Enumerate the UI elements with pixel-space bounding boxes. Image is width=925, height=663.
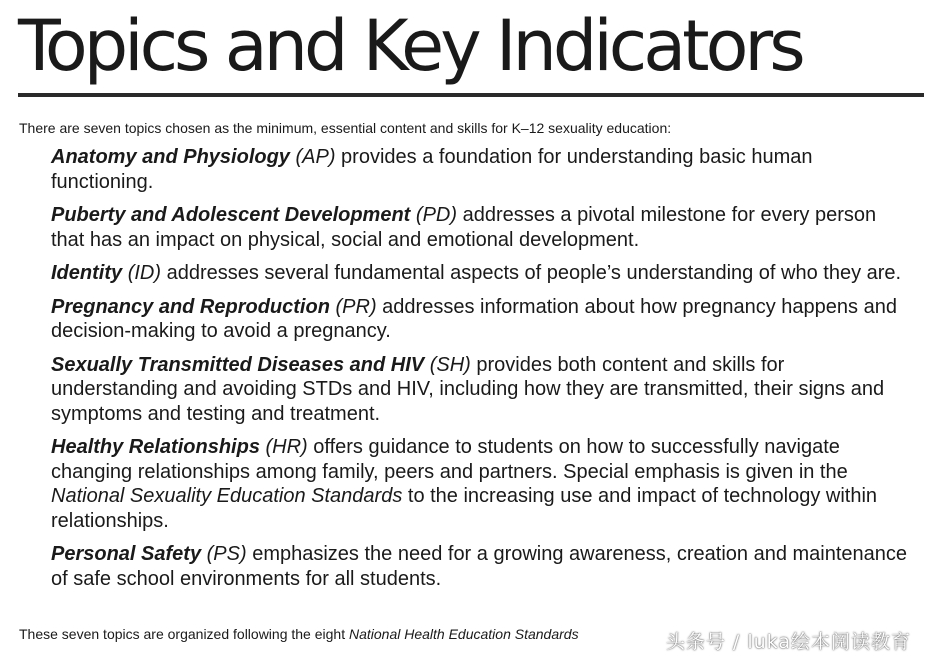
topic-std-hiv: [51, 353, 911, 427]
topic-name: Personal Safety: [51, 543, 202, 565]
topic-name: Identity: [51, 262, 123, 284]
topic-abbr: (PS): [206, 543, 247, 565]
topic-abbr: (HR): [265, 436, 308, 458]
health-standards-title: National Health Education Standards: [348, 626, 579, 642]
topic-description: addresses information about how pregnancy happens and decision-making to avoid a pregnancy.: [51, 295, 897, 342]
topic-description-continued: to the increasing use and impact of technology within relationships.: [51, 485, 878, 532]
outro-lead: These seven topics are organized following the eight: [19, 626, 349, 642]
topic-abbr: (PD): [415, 204, 458, 226]
intro-text: There are seven topics chosen as the minimum, essential content and skills for K–12 sexuality education:: [19, 120, 672, 136]
topic-abbr: (SH): [429, 353, 471, 376]
topic-anatomy-physiology: [51, 145, 911, 194]
topic-name: Anatomy and Physiology: [51, 146, 290, 168]
topic-description: offers guidance to students on how to successfully navigate changing relationships among family, peers and partners. Special emphasis is given in the: [51, 436, 848, 483]
topic-description: addresses a pivotal milestone for every person that has an impact on physical, social and emotional development.: [51, 204, 877, 251]
outro-text: [19, 625, 579, 643]
title-divider: [18, 93, 924, 97]
topic-pregnancy-reproduction: [51, 295, 911, 344]
topic-identity: [51, 261, 911, 286]
topic-description: provides a foundation for understanding basic human functioning.: [51, 146, 813, 193]
topic-healthy-relationships: [51, 435, 911, 533]
topic-name: Puberty and Adolescent Development: [51, 204, 411, 226]
topics-list: [51, 145, 911, 600]
topic-abbr: (ID): [127, 262, 162, 284]
page-title: Topics and Key Indicators: [18, 5, 802, 87]
source-watermark: 头条号 / luka绘本阅读教育: [665, 631, 911, 653]
standards-title: National Sexuality Education Standards: [51, 485, 403, 507]
topic-description: addresses several fundamental aspects of people’s understanding of who they are.: [161, 262, 902, 284]
topic-abbr: (AP): [295, 146, 336, 168]
topic-name: Pregnancy and Reproduction: [51, 295, 330, 318]
topic-personal-safety: [51, 542, 911, 591]
topic-description: provides both content and skills for understanding and avoiding STDs and HIV, including how they are transmitted, their signs and symptoms and testing and treatment.: [51, 353, 885, 425]
topic-name: Sexually Transmitted Diseases and HIV: [51, 353, 425, 376]
topic-abbr: (PR): [335, 295, 377, 318]
topic-puberty-development: [51, 203, 911, 252]
topic-name: Healthy Relationships: [51, 436, 260, 458]
topic-description: emphasizes the need for a growing awareness, creation and maintenance of safe school environments for all students.: [51, 543, 908, 590]
